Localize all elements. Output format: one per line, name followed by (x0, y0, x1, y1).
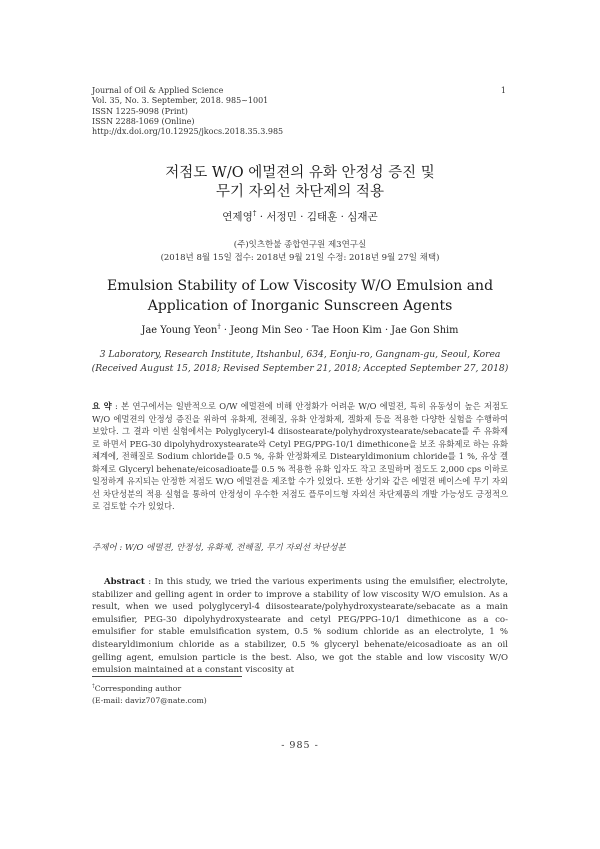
footnote-divider (92, 676, 242, 677)
page-number: - 985 - (281, 740, 319, 751)
footnote-corresponding: Corresponding author (94, 684, 182, 693)
english-abstract (92, 576, 508, 677)
english-authors (0, 322, 600, 336)
footnote (92, 683, 207, 706)
korean-keywords: 주제어 : W/O 에멀젼, 안정성, 유화제, 전해질, 무기 자외선 차단성분 (92, 543, 346, 553)
korean-affiliation: (주)잇츠한불 종합연구원 제3연구실 (233, 240, 367, 250)
english-coauthors: · Jeong Min Seo · Tae Hoon Kim · Jae Gon Shim (220, 325, 459, 336)
korean-first-author: 연제영 (222, 211, 253, 223)
journal-name: Journal of Oil & Applied Science (92, 86, 224, 95)
journal-volume: Vol. 35, No. 3. September, 2018. 985~1001 (92, 96, 269, 106)
korean-title (0, 164, 600, 202)
korean-abstract-text: : 본 연구에서는 일반적으로 O/W 에멀젼에 비해 안정화가 어려운 W/O 에멀젼, 특히 유동성이 높은 저점도 W/O 에멀젼의 안정성 증진을 위하여 유화제, 전해질, 유화 안정화제, 겔화제 등을 적용한 다양한 실험을 수행하여 보았다. 그 결과 이번 실험에서는 Polyglyceryl-4 diisostearate/polyhydroxystearate/sebacate를 주 유화제로 하면서 PEG-30 dipolyhydroxystearate와 Cetyl PEG/PPG-10/1 dimethicone을 보조 유화제로 하는 유화 체계에, 전해질로 Sodium chloride를 0.5 %, 유화 안정화제로 Distearyldimonium chloride를 1 %, 유상 겔화제로 Glyceryl behenate/eicosadioate를 0.5 % 적용한 유화 입자도 작고 조밀하며 점도도 2,000 cps 이하로 일정하게 유지되는 안정한 저점도 W/O 에멀젼을 제조할 수가 있었다. 또한 상기와 같은 에멀젼 베이스에 무기 자외선 차단성분의 적용 실험을 통하여 안정성이 우수한 저점도 플루이드형 자외선 차단제품의 개발 가능성도 긍정적으로 검토할 수가 있었다. (92, 401, 508, 511)
korean-title-line1: 저점도 W/O 에멀젼의 유화 안정성 증진 및 (165, 165, 435, 181)
english-affiliation: 3 Laboratory, Research Institute, Itshanbul, 634, Eonju-ro, Gangnam-gu, Seoul, Korea (99, 349, 501, 360)
journal-doi-link[interactable]: http://dx.doi.org/10.12925/jkocs.2018.35.3.985 (92, 127, 284, 137)
korean-dates: (2018년 8월 15일 접수: 2018년 9월 21일 수정: 2018년 9월 27일 채택) (160, 253, 440, 263)
corresponding-mark: † (217, 322, 221, 331)
english-title-line1: Emulsion Stability of Low Viscosity W/O Emulsion and (106, 278, 494, 294)
english-abstract-text: : In this study, we tried the various experiments using the emulsifier, electrolyte, stabilizer and gelling agent in order to improve a stability of low viscosity W/O emulsion. As a result, when we used polyglyceryl-4 diisostearate/polyhydroxystearate/sebacate as a main emulsifier, PEG-30 dipolyhydroxystearate and cetyl PEG/PPG-10/1 dimethicone as a co-emulsifier for stable emulsification system, 0.5 % sodium chloride as an electrolyte, 1 % distearyldimonium chloride as a stabilizer, 0.5 % glyceryl behenate/eicosadioate as an oil gelling agent, emulsion particle is the best. Also, we got the stable and low viscosity W/O emulsion maintained at a constant viscosity at (92, 577, 508, 676)
corresponding-mark: † (252, 208, 257, 218)
english-affiliation-block (0, 348, 600, 376)
english-title-line2: Application of Inorganic Sunscreen Agents (147, 297, 453, 314)
english-title (0, 277, 600, 316)
korean-abstract-label: 요 약 (92, 401, 112, 411)
footnote-mark: † (92, 683, 95, 690)
korean-abstract (92, 400, 508, 513)
footnote-email: (E-mail: daviz707@nate.com) (92, 695, 207, 705)
journal-info (92, 86, 283, 137)
page-corner-number: 1 (500, 86, 506, 95)
korean-coauthors: · 서정민 · 김태훈 · 심재곤 (256, 211, 378, 223)
korean-title-line2: 무기 자외선 차단제의 적용 (216, 184, 384, 200)
english-abstract-label: Abstract (104, 577, 145, 587)
korean-affiliation-block (0, 239, 600, 265)
english-first-author: Jae Young Yeon (141, 325, 218, 336)
korean-authors (0, 209, 600, 224)
english-dates: (Received August 15, 2018; Revised September 21, 2018; Accepted September 27, 2018) (91, 363, 509, 374)
journal-issn-print: ISSN 1225-9098 (Print) (92, 106, 188, 116)
journal-issn-online: ISSN 2288-1069 (Online) (92, 116, 195, 126)
